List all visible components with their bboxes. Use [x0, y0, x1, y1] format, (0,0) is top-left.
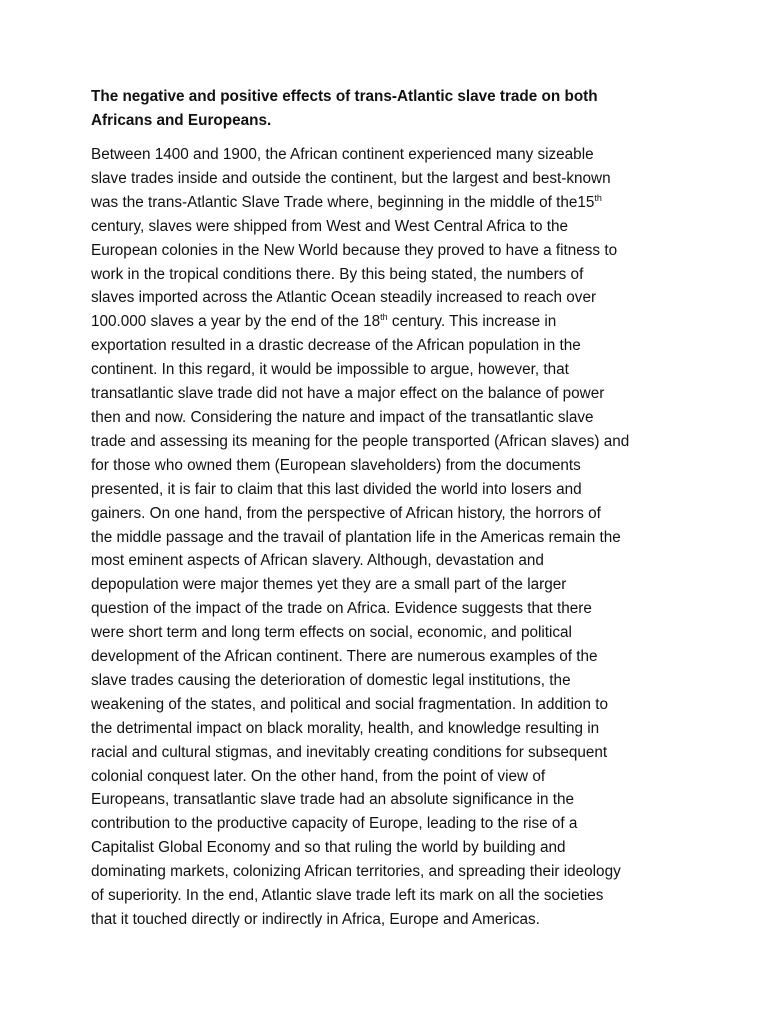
body-line: question of the impact of the trade on Africa. Evidence suggests that there — [91, 600, 592, 618]
body-paragraph — [91, 143, 681, 932]
body-line: century, slaves were shipped from West and West Central Africa to the — [91, 217, 568, 235]
body-line — [91, 191, 681, 215]
body-line: the detrimental impact on black morality, health, and knowledge resulting in — [91, 719, 600, 737]
body-line: Between 1400 and 1900, the African continent experienced many sizeable — [91, 146, 594, 163]
body-line: development of the African continent. There are numerous examples of the — [91, 648, 598, 666]
body-line: trade and assessing its meaning for the people transported (African slaves) and — [91, 432, 630, 450]
body-line: then and now. Considering the nature and impact of the transatlantic slave — [91, 408, 594, 426]
body-line: most eminent aspects of African slavery. Although, devastation and — [91, 552, 544, 570]
body-line: slave trades inside and outside the continent, but the largest and best-known — [91, 169, 611, 187]
body-line: dominating markets, colonizing African territories, and spreading their ideology — [91, 863, 621, 881]
body-line: racial and cultural stigmas, and inevitably creating conditions for subsequent — [91, 743, 608, 761]
body-line: presented, it is fair to claim that this last divided the world into losers and — [91, 480, 582, 498]
body-line: transatlantic slave trade did not have a major effect on the balance of power — [91, 385, 605, 403]
body-line: the middle passage and the travail of plantation life in the Americas remain the — [91, 528, 621, 546]
body-line-text: was the trans-Atlantic Slave Trade where, beginning in the middle of the15 — [91, 193, 595, 211]
body-line: slave trades causing the deterioration of domestic legal institutions, the — [91, 671, 571, 689]
body-line — [91, 310, 681, 334]
body-line-text: 100.000 slaves a year by the end of the 18 — [91, 313, 381, 331]
body-line: depopulation were major themes yet they are a small part of the larger — [91, 576, 567, 594]
body-line: slaves imported across the Atlantic Ocean steadily increased to reach over — [91, 289, 597, 307]
body-line: for those who owned them (European slaveholders) from the documents — [91, 456, 581, 474]
title-line: The negative and positive effects of trans-Atlantic slave trade on both — [91, 88, 598, 105]
body-line: Capitalist Global Economy and so that ruling the world by building and — [91, 839, 566, 857]
title-line: Africans and Europeans. — [91, 112, 272, 129]
body-line: continent. In this regard, it would be impossible to argue, however, that — [91, 361, 569, 379]
body-line: Europeans, transatlantic slave trade had an absolute significance in the — [91, 791, 575, 809]
body-line: weakening of the states, and political and social fragmentation. In addition to — [91, 695, 609, 713]
document-page — [91, 85, 681, 932]
body-line-text: century. This increase in — [387, 313, 557, 331]
body-line: that it touched directly or indirectly in Africa, Europe and Americas. — [91, 911, 540, 928]
body-line: gainers. On one hand, from the perspective of African history, the horrors of — [91, 504, 601, 522]
superscript-th: th — [594, 192, 602, 203]
body-line: European colonies in the New World because they proved to have a fitness to — [91, 241, 618, 259]
body-line: colonial conquest later. On the other hand, from the point of view of — [91, 767, 546, 785]
body-line: work in the tropical conditions there. By this being stated, the numbers of — [91, 265, 584, 283]
body-line: exportation resulted in a drastic decrease of the African population in the — [91, 337, 581, 355]
superscript-th: th — [380, 312, 388, 323]
document-title — [91, 85, 681, 133]
body-line: were short term and long term effects on social, economic, and political — [91, 624, 572, 642]
body-line: of superiority. In the end, Atlantic slave trade left its mark on all the societies — [91, 887, 604, 905]
body-line: contribution to the productive capacity of Europe, leading to the rise of a — [91, 815, 578, 833]
